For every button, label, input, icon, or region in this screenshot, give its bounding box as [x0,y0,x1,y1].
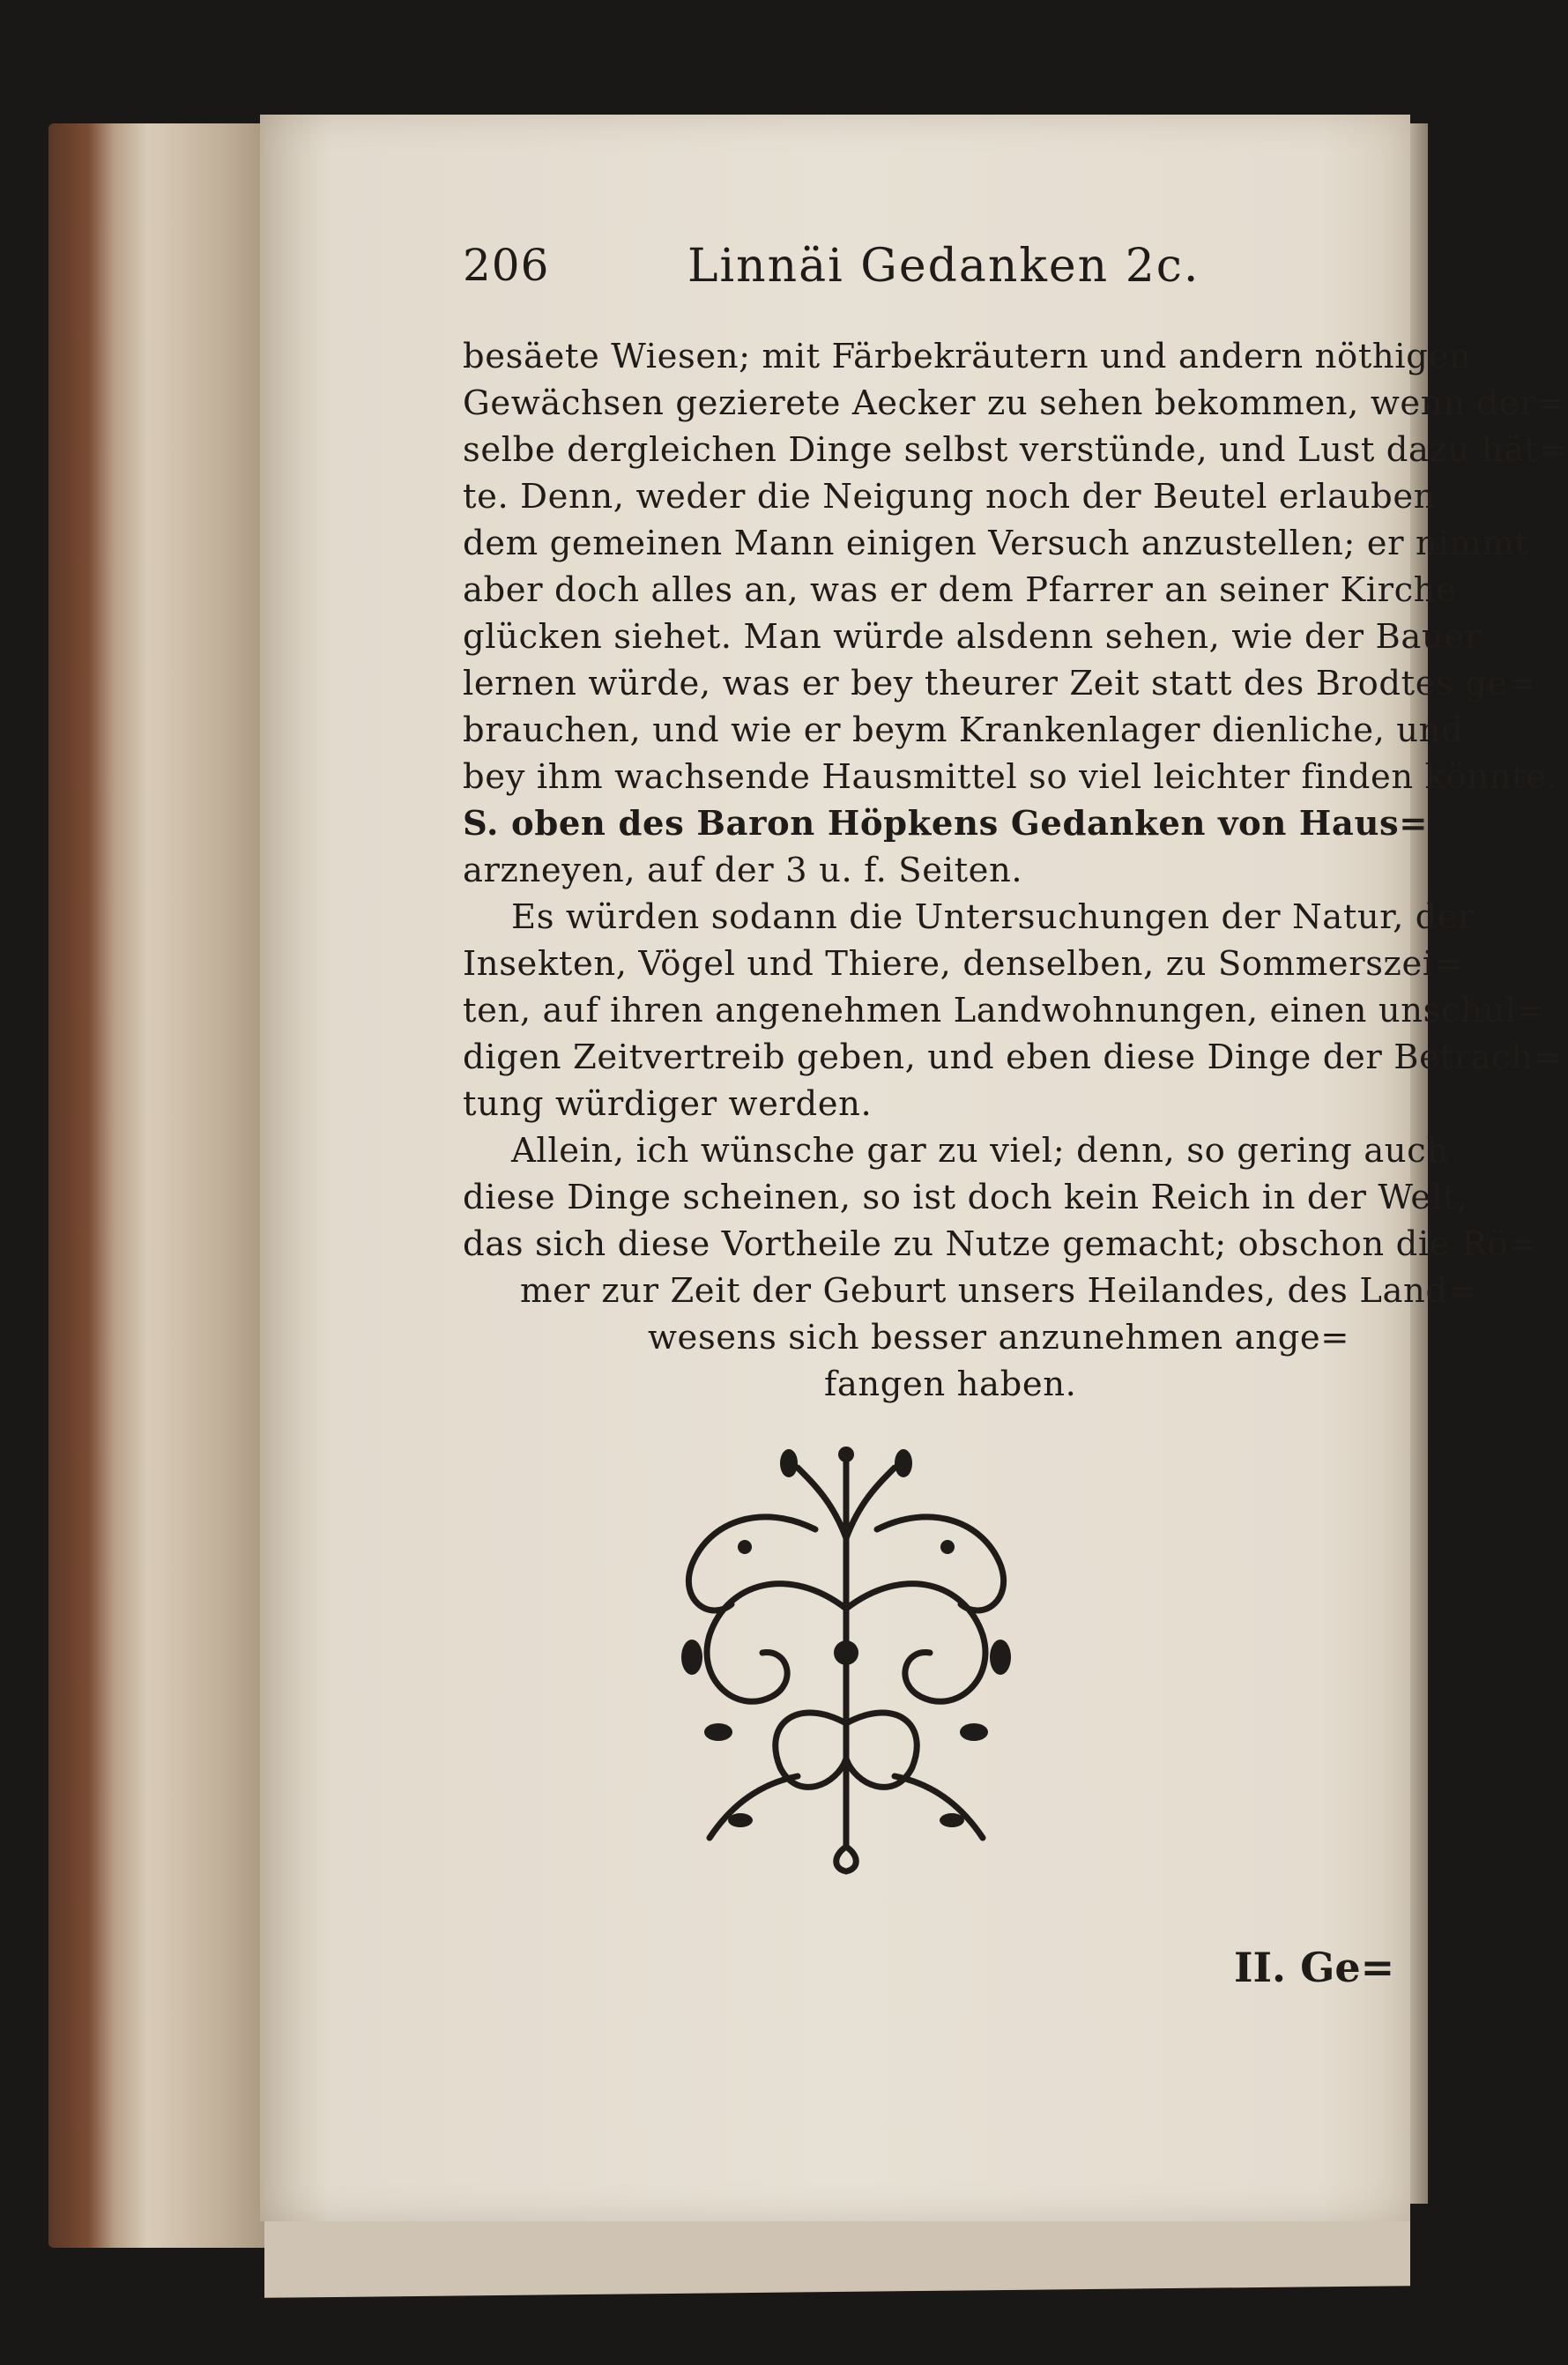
text-line: selbe dergleichen Dinge selbst verstünde, und Lust dazu hät= [463,430,1568,470]
book-page-edges [48,123,269,2248]
text-line: fangen haben. [824,1365,1077,1404]
text-line: digen Zeitvertreib geben, und eben diese Dinge der Betrach= [463,1037,1563,1077]
page-header [463,240,1397,301]
text-line: arzneyen, auf der 3 u. f. Seiten. [463,851,1023,890]
text-line-emphasis: S. oben des Baron Höpkens Gedanken von Haus= [463,804,1429,844]
paragraph-start-line: Allein, ich wünsche gar zu viel; denn, so gering auch [511,1131,1449,1171]
text-line: Insekten, Vögel und Thiere, denselben, zu Sommerszei= [463,944,1463,984]
text-line: glücken siehet. Man würde alsdenn sehen, wie der Bauer [463,617,1482,657]
catchword: II. Ge= [1234,1944,1395,1991]
text-line: besäete Wiesen; mit Färbekräutern und andern nöthigen [463,337,1472,376]
text-line: te. Denn, weder die Neigung noch der Beutel erlauben [463,477,1437,517]
text-line: tung würdiger werden. [463,1084,873,1124]
text-line: aber doch alles an, was er dem Pfarrer an seiner Kirche [463,570,1457,610]
page-number: 206 [463,240,550,291]
text-line: brauchen, und wie er beym Krankenlager dienliche, und [463,710,1464,750]
text-line: wesens sich besser anzunehmen ange= [648,1318,1350,1357]
text-line: ten, auf ihren angenehmen Landwohnungen, einen unschul= [463,991,1546,1030]
running-title: Linnäi Gedanken 2c. [687,240,1200,293]
text-line: Gewächsen gezierete Aecker zu sehen bekommen, wenn der= [463,383,1565,423]
text-line: diese Dinge scheinen, so ist doch kein Reich in der Welt, [463,1178,1468,1217]
text-line: bey ihm wachsende Hausmittel so viel leichter finden könnte. [463,757,1558,797]
text-line: das sich diese Vortheile zu Nutze gemacht; obschon die Rö= [463,1224,1538,1264]
text-line: dem gemeinen Mann einigen Versuch anzustellen; er nimmt [463,524,1529,563]
paragraph-start-line: Es würden sodann die Untersuchungen der Natur, der [511,897,1475,937]
text-line: lernen würde, was er bey theurer Zeit statt des Brodtes ge= [463,664,1537,703]
text-line: mer zur Zeit der Geburt unsers Heilandes, des Land= [520,1271,1477,1311]
floral-tailpiece-ornament-icon [657,1432,1036,1873]
